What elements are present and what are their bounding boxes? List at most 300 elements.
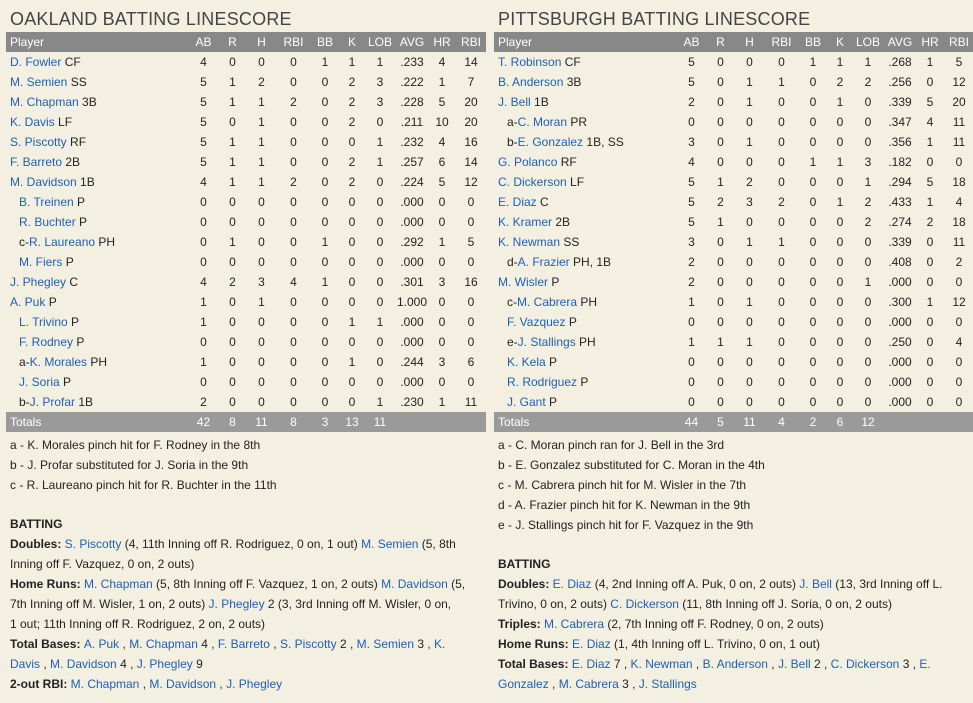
player-position: P [568, 315, 577, 329]
player-link[interactable]: Gonzalez [498, 677, 549, 691]
player-position: CF [564, 55, 581, 69]
stat-lob: 2 [864, 75, 872, 89]
batting-line [10, 554, 486, 574]
substitution-note: a - C. Moran pinch ran for J. Bell in the 3rd [498, 438, 725, 452]
stat-bb: 0 [809, 135, 817, 149]
stat-rbi-total: 0 [955, 275, 963, 289]
stat-avg: .356 [888, 135, 912, 149]
column-header: BB [798, 32, 828, 52]
stat-r: 0 [229, 355, 236, 369]
column-header: HR [428, 32, 456, 52]
player-position: PH, 1B [573, 255, 612, 269]
substitution-note: b - E. Gonzalez substituted for C. Moran in the 4th [498, 458, 765, 472]
player-link[interactable]: G. Polanco [498, 155, 558, 169]
stat-rbi-total: 4 [955, 335, 963, 349]
player-link[interactable]: K. Kramer [498, 215, 553, 229]
stat-rbi-total: 0 [467, 215, 475, 229]
stat-k: 0 [836, 255, 844, 269]
stat-h: 2 [746, 175, 753, 189]
stat-rbi: 0 [778, 335, 785, 349]
stat-bb: 0 [321, 255, 329, 269]
stat-lob: 0 [864, 395, 872, 409]
substitution-note: d - A. Frazier pinch hit for K. Newman in the 9th [498, 498, 751, 512]
player-link[interactable]: M. Cabrera [517, 295, 578, 309]
stat-rbi-total: 14 [464, 55, 478, 69]
stat-lob: 3 [864, 155, 872, 169]
stat-rbi-total: 6 [467, 355, 475, 369]
stat-bb: 0 [321, 375, 329, 389]
stat-rbi: 0 [778, 175, 785, 189]
stat-k: 0 [836, 235, 844, 249]
stat-bb: 0 [321, 75, 329, 89]
stat-hr: 0 [926, 395, 934, 409]
stat-rbi: 2 [778, 195, 785, 209]
stat-lob: 3 [376, 95, 384, 109]
stat-k: 0 [836, 175, 844, 189]
batting-detail-text: (5, 8th Inning off F. Vazquez, 1 on, 2 outs) [152, 577, 382, 591]
stat-avg: .000 [400, 215, 424, 229]
player-position: PR [570, 115, 588, 129]
stat-bb: 0 [809, 295, 817, 309]
stat-hr: 1 [926, 295, 934, 309]
stat-ab: 5 [688, 175, 695, 189]
batting-detail-text: (11, 8th Inning off J. Soria, 0 on, 2 outs) [678, 597, 892, 611]
table-row [6, 92, 486, 112]
player-link[interactable]: M. Semien [356, 637, 415, 651]
stat-lob: 0 [864, 95, 872, 109]
stat-avg: .294 [888, 175, 912, 189]
player-link[interactable]: M. Semien [10, 75, 68, 89]
table-row [6, 292, 486, 312]
stat-bb: 0 [809, 215, 817, 229]
stat-hr: 4 [926, 115, 934, 129]
player-link[interactable]: A. Frazier [517, 255, 570, 269]
player-position: 3B [566, 75, 582, 89]
player-link[interactable]: A. Puk [83, 637, 120, 651]
stat-lob: 2 [864, 215, 872, 229]
player-cell [6, 172, 188, 192]
player-position: P [65, 255, 74, 269]
player-link[interactable]: J. Bell [498, 95, 531, 109]
stat-r: 0 [717, 155, 724, 169]
table-row [6, 52, 486, 72]
batting-line [498, 594, 973, 614]
player-link[interactable]: F. Barreto [10, 155, 63, 169]
player-link[interactable]: K. Davis [10, 115, 55, 129]
stat-rbi: 0 [290, 375, 297, 389]
stat-rbi-total: 0 [467, 255, 475, 269]
player-link[interactable]: T. Robinson [498, 55, 562, 69]
player-position: P [77, 195, 86, 209]
stat-rbi: 0 [778, 275, 785, 289]
stat-r: 0 [717, 255, 724, 269]
stat-ab: 2 [688, 255, 695, 269]
player-link[interactable]: E. Diaz [498, 195, 537, 209]
stat-hr: 0 [926, 375, 934, 389]
batting-stat-label: Total Bases: [498, 657, 572, 671]
stat-ab: 0 [200, 375, 207, 389]
player-position: LF [570, 175, 585, 189]
total-lob: 12 [852, 412, 884, 432]
stat-h: 1 [258, 295, 265, 309]
stat-hr: 10 [435, 115, 449, 129]
stat-r: 2 [717, 195, 724, 209]
player-link[interactable]: J. Gant [507, 395, 546, 409]
player-link[interactable]: S. Piscotty [279, 637, 337, 651]
batting-detail-text: , [269, 637, 280, 651]
player-link[interactable]: M. Davidson [10, 175, 77, 189]
stat-hr: 2 [926, 215, 934, 229]
player-link[interactable]: M. Davidson [149, 677, 217, 691]
stat-bb: 0 [321, 315, 329, 329]
stat-h: 0 [258, 255, 265, 269]
batting-detail-text: , [139, 677, 150, 691]
player-link[interactable]: C. Dickerson [498, 175, 567, 189]
stat-r: 0 [717, 395, 724, 409]
stat-ab: 5 [688, 215, 695, 229]
stat-hr: 0 [438, 255, 446, 269]
stat-rbi-total: 20 [464, 95, 478, 109]
player-cell [6, 92, 188, 112]
stat-bb: 1 [321, 235, 329, 249]
stat-ab: 0 [200, 255, 207, 269]
stat-k: 0 [348, 335, 356, 349]
player-link[interactable]: A. Puk [10, 295, 46, 309]
stat-hr: 5 [438, 95, 446, 109]
player-link[interactable]: B. Treinen [19, 195, 74, 209]
stat-h: 0 [746, 275, 753, 289]
stat-avg: .339 [888, 95, 912, 109]
stat-h: 0 [258, 355, 265, 369]
batting-stat-label: Doubles: [498, 577, 553, 591]
stat-k: 0 [348, 375, 356, 389]
stat-ab: 5 [200, 135, 207, 149]
player-position: SS [563, 235, 580, 249]
stat-ab: 0 [200, 215, 207, 229]
player-link[interactable]: J. Stallings [638, 677, 697, 691]
column-header: AB [676, 32, 707, 52]
stat-avg: .182 [888, 155, 912, 169]
table-row [494, 292, 973, 312]
stat-h: 1 [258, 155, 265, 169]
player-link[interactable]: S. Piscotty [64, 537, 122, 551]
stat-h: 1 [746, 235, 753, 249]
player-link[interactable]: F. Barreto [217, 637, 270, 651]
player-link[interactable]: R. Rodriguez [507, 375, 578, 389]
total-k: 13 [340, 412, 364, 432]
stat-r: 0 [717, 295, 724, 309]
player-position: 1B [534, 95, 549, 109]
stat-rbi-total: 5 [955, 55, 963, 69]
stat-bb: 0 [321, 115, 329, 129]
stat-k: 0 [348, 195, 356, 209]
stat-r: 1 [717, 175, 724, 189]
substitution-note: e - J. Stallings pinch hit for F. Vazquez in the 9th [498, 518, 754, 532]
stat-k: 1 [836, 55, 844, 69]
player-position: P [79, 215, 88, 229]
table-row [6, 272, 486, 292]
table-header-row [494, 32, 973, 52]
stat-bb: 0 [321, 155, 329, 169]
table-row [6, 112, 486, 132]
stat-avg: .232 [400, 135, 424, 149]
player-cell [6, 272, 188, 292]
stat-h: 1 [258, 115, 265, 129]
table-row [6, 332, 486, 352]
stat-k: 1 [348, 315, 356, 329]
stat-lob: 1 [376, 155, 384, 169]
player-cell [6, 132, 188, 152]
player-link[interactable]: J. Phegley [136, 657, 193, 671]
stat-rbi-total: 4 [955, 195, 963, 209]
stat-ab: 0 [688, 315, 695, 329]
stat-bb: 0 [321, 215, 329, 229]
totals-row [6, 412, 486, 432]
player-link[interactable]: C. Dickerson [830, 657, 900, 671]
stat-ab: 4 [200, 175, 207, 189]
player-link[interactable]: K. Newman [630, 657, 693, 671]
stat-rbi-total: 0 [467, 195, 475, 209]
stat-h: 1 [746, 75, 753, 89]
stat-k: 0 [836, 275, 844, 289]
player-link[interactable]: M. Cabrera [558, 677, 619, 691]
player-link[interactable]: K. Morales [29, 355, 88, 369]
player-link[interactable]: J. Phegley [10, 275, 67, 289]
player-link[interactable]: F. Vazquez [507, 315, 566, 329]
table-row [494, 332, 973, 352]
stat-h: 1 [258, 135, 265, 149]
player-position: 1B [80, 175, 95, 189]
stat-bb: 0 [809, 255, 817, 269]
player-link[interactable]: M. Wisler [498, 275, 548, 289]
stat-k: 0 [348, 395, 356, 409]
player-link[interactable]: K. Kela [507, 355, 546, 369]
player-cell [494, 192, 676, 212]
stat-k: 0 [348, 135, 356, 149]
table-row [6, 212, 486, 232]
stat-rbi-total: 11 [952, 235, 966, 249]
batting-stat-label: Triples: [498, 617, 545, 631]
player-cell [494, 112, 676, 132]
column-header: R [707, 32, 734, 52]
stat-rbi-total: 11 [952, 115, 966, 129]
table-row [494, 52, 973, 72]
stat-rbi: 0 [290, 75, 297, 89]
stat-lob: 0 [864, 315, 872, 329]
stat-k: 2 [348, 115, 356, 129]
player-cell [6, 192, 188, 212]
player-link[interactable]: R. Buchter [19, 215, 76, 229]
player-link[interactable]: J. Profar [29, 395, 76, 409]
stat-hr: 0 [926, 75, 934, 89]
player-link[interactable]: L. Trivino [19, 315, 68, 329]
player-position: RF [70, 135, 87, 149]
player-cell [6, 72, 188, 92]
player-link[interactable]: R. Laureano [29, 235, 96, 249]
stat-h: 0 [258, 375, 265, 389]
stat-rbi-total: 18 [952, 175, 966, 189]
stat-k: 0 [836, 395, 844, 409]
player-link[interactable]: M. Chapman [70, 677, 140, 691]
substitution-note: b - J. Profar substituted for J. Soria in the 9th [10, 458, 249, 472]
stat-k: 0 [836, 335, 844, 349]
player-link[interactable]: B. Anderson [702, 657, 768, 671]
batting-detail-text: (5, 8th [418, 537, 456, 551]
stat-lob: 1 [864, 175, 872, 189]
stat-hr: 5 [926, 175, 934, 189]
stat-k: 0 [348, 235, 356, 249]
batting-detail-text: 7 , [610, 657, 631, 671]
stat-hr: 0 [926, 275, 934, 289]
player-link[interactable]: S. Piscotty [10, 135, 67, 149]
table-row [6, 152, 486, 172]
stat-k: 1 [348, 355, 356, 369]
batting-detail-text: , [216, 677, 227, 691]
stat-lob: 0 [376, 235, 384, 249]
batting-stat-label: Doubles: [10, 537, 65, 551]
table-row [6, 192, 486, 212]
player-link[interactable]: K. [434, 637, 446, 651]
player-cell [494, 212, 676, 232]
batting-stat-label: Home Runs: [10, 577, 85, 591]
player-link[interactable]: M. Chapman [10, 95, 79, 109]
player-link[interactable]: J. Stallings [517, 335, 576, 349]
batting-line [498, 574, 973, 594]
player-cell [494, 332, 676, 352]
stat-h: 1 [746, 95, 753, 109]
player-cell [6, 392, 188, 412]
stat-lob: 0 [864, 135, 872, 149]
stat-avg: .274 [888, 215, 912, 229]
stat-h: 0 [746, 55, 753, 69]
stat-bb: 0 [809, 115, 817, 129]
player-link[interactable]: E. [919, 657, 931, 671]
batting-line [10, 594, 486, 614]
player-position: P [549, 355, 558, 369]
table-row [6, 72, 486, 92]
player-link[interactable]: Davis [10, 657, 41, 671]
stat-lob: 0 [376, 375, 384, 389]
stat-rbi: 4 [290, 275, 297, 289]
stat-bb: 1 [809, 155, 817, 169]
stat-bb: 0 [809, 395, 817, 409]
player-link[interactable]: M. Davidson [381, 577, 448, 591]
stat-r: 1 [229, 155, 236, 169]
stat-rbi-total: 11 [464, 395, 478, 409]
player-link[interactable]: C. Dickerson [610, 597, 679, 611]
player-link[interactable]: M. Fiers [19, 255, 63, 269]
player-link[interactable]: D. Fowler [10, 55, 62, 69]
stat-hr: 0 [926, 335, 934, 349]
stat-r: 1 [717, 335, 724, 349]
player-link[interactable]: M. Chapman [129, 637, 198, 651]
player-link[interactable]: M. Davidson [50, 657, 117, 671]
stat-r: 1 [229, 235, 236, 249]
player-link[interactable]: J. Bell [777, 657, 811, 671]
batting-line [10, 674, 486, 694]
stat-ab: 5 [200, 115, 207, 129]
stat-rbi: 0 [290, 135, 297, 149]
batting-detail-text: (1, 4th Inning off L. Trivino, 0 on, 1 out) [610, 637, 820, 651]
stat-rbi: 0 [778, 215, 785, 229]
stat-r: 2 [229, 275, 236, 289]
stat-r: 0 [717, 315, 724, 329]
stat-bb: 0 [809, 195, 817, 209]
total-bb: 2 [798, 412, 828, 432]
player-cell [6, 112, 188, 132]
column-header: LOB [852, 32, 884, 52]
player-link[interactable]: K. Newman [498, 235, 561, 249]
player-link[interactable]: F. Rodney [19, 335, 74, 349]
stat-avg: .347 [888, 115, 912, 129]
table-row [6, 372, 486, 392]
substitution-note: c - M. Cabrera pinch hit for M. Wisler in the 7th [498, 478, 747, 492]
player-cell [494, 132, 676, 152]
stat-rbi-total: 0 [955, 395, 963, 409]
batting-detail-text: 7th Inning off M. Wisler, 1 on, 2 outs) [10, 597, 209, 611]
player-link[interactable]: J. Bell [799, 577, 832, 591]
player-position: 2B [65, 155, 81, 169]
player-link[interactable]: J. Phegley [208, 597, 265, 611]
stat-h: 0 [746, 215, 753, 229]
stat-rbi-total: 0 [467, 375, 475, 389]
stat-hr: 0 [438, 335, 446, 349]
player-link[interactable]: E. Diaz [552, 577, 592, 591]
batting-detail-text: 9 [192, 657, 203, 671]
stat-r: 1 [229, 75, 236, 89]
stat-hr: 0 [926, 155, 934, 169]
player-link[interactable]: J. Phegley [226, 677, 283, 691]
substitution-note: c - R. Laureano pinch hit for R. Buchter in the 11th [10, 478, 277, 492]
batting-line [10, 574, 486, 594]
player-link[interactable]: J. Soria [19, 375, 60, 389]
stat-bb: 0 [321, 295, 329, 309]
player-position: C [540, 195, 549, 209]
player-link[interactable]: E. Diaz [572, 637, 611, 651]
stat-ab: 5 [688, 195, 695, 209]
total-h: 11 [734, 412, 765, 432]
stat-k: 1 [836, 195, 844, 209]
player-link[interactable]: E. Gonzalez [517, 135, 584, 149]
player-link[interactable]: B. Anderson [498, 75, 564, 89]
table-row [494, 352, 973, 372]
stat-h: 3 [258, 275, 265, 289]
stat-k: 0 [836, 355, 844, 369]
stat-ab: 0 [688, 115, 695, 129]
player-link[interactable]: M. Cabrera [544, 617, 605, 631]
stat-r: 1 [717, 215, 724, 229]
stat-rbi-total: 11 [952, 135, 966, 149]
player-link[interactable]: C. Moran [517, 115, 568, 129]
stat-r: 0 [229, 295, 236, 309]
total-k: 6 [828, 412, 852, 432]
oakland-substitution-notes [6, 435, 486, 495]
stat-rbi-total: 20 [952, 95, 966, 109]
player-link[interactable]: M. Semien [361, 537, 419, 551]
column-header: BB [310, 32, 340, 52]
stat-lob: 1 [376, 135, 384, 149]
stat-rbi-total: 0 [467, 295, 475, 309]
stat-k: 2 [836, 75, 844, 89]
player-link[interactable]: M. Chapman [84, 577, 153, 591]
stat-rbi: 0 [290, 215, 297, 229]
substitution-prefix: a- [19, 355, 30, 369]
player-cell [6, 152, 188, 172]
player-link[interactable]: E. Diaz [571, 657, 611, 671]
stat-rbi-total: 2 [955, 255, 963, 269]
total-ab: 42 [188, 412, 219, 432]
stat-h: 0 [258, 335, 265, 349]
